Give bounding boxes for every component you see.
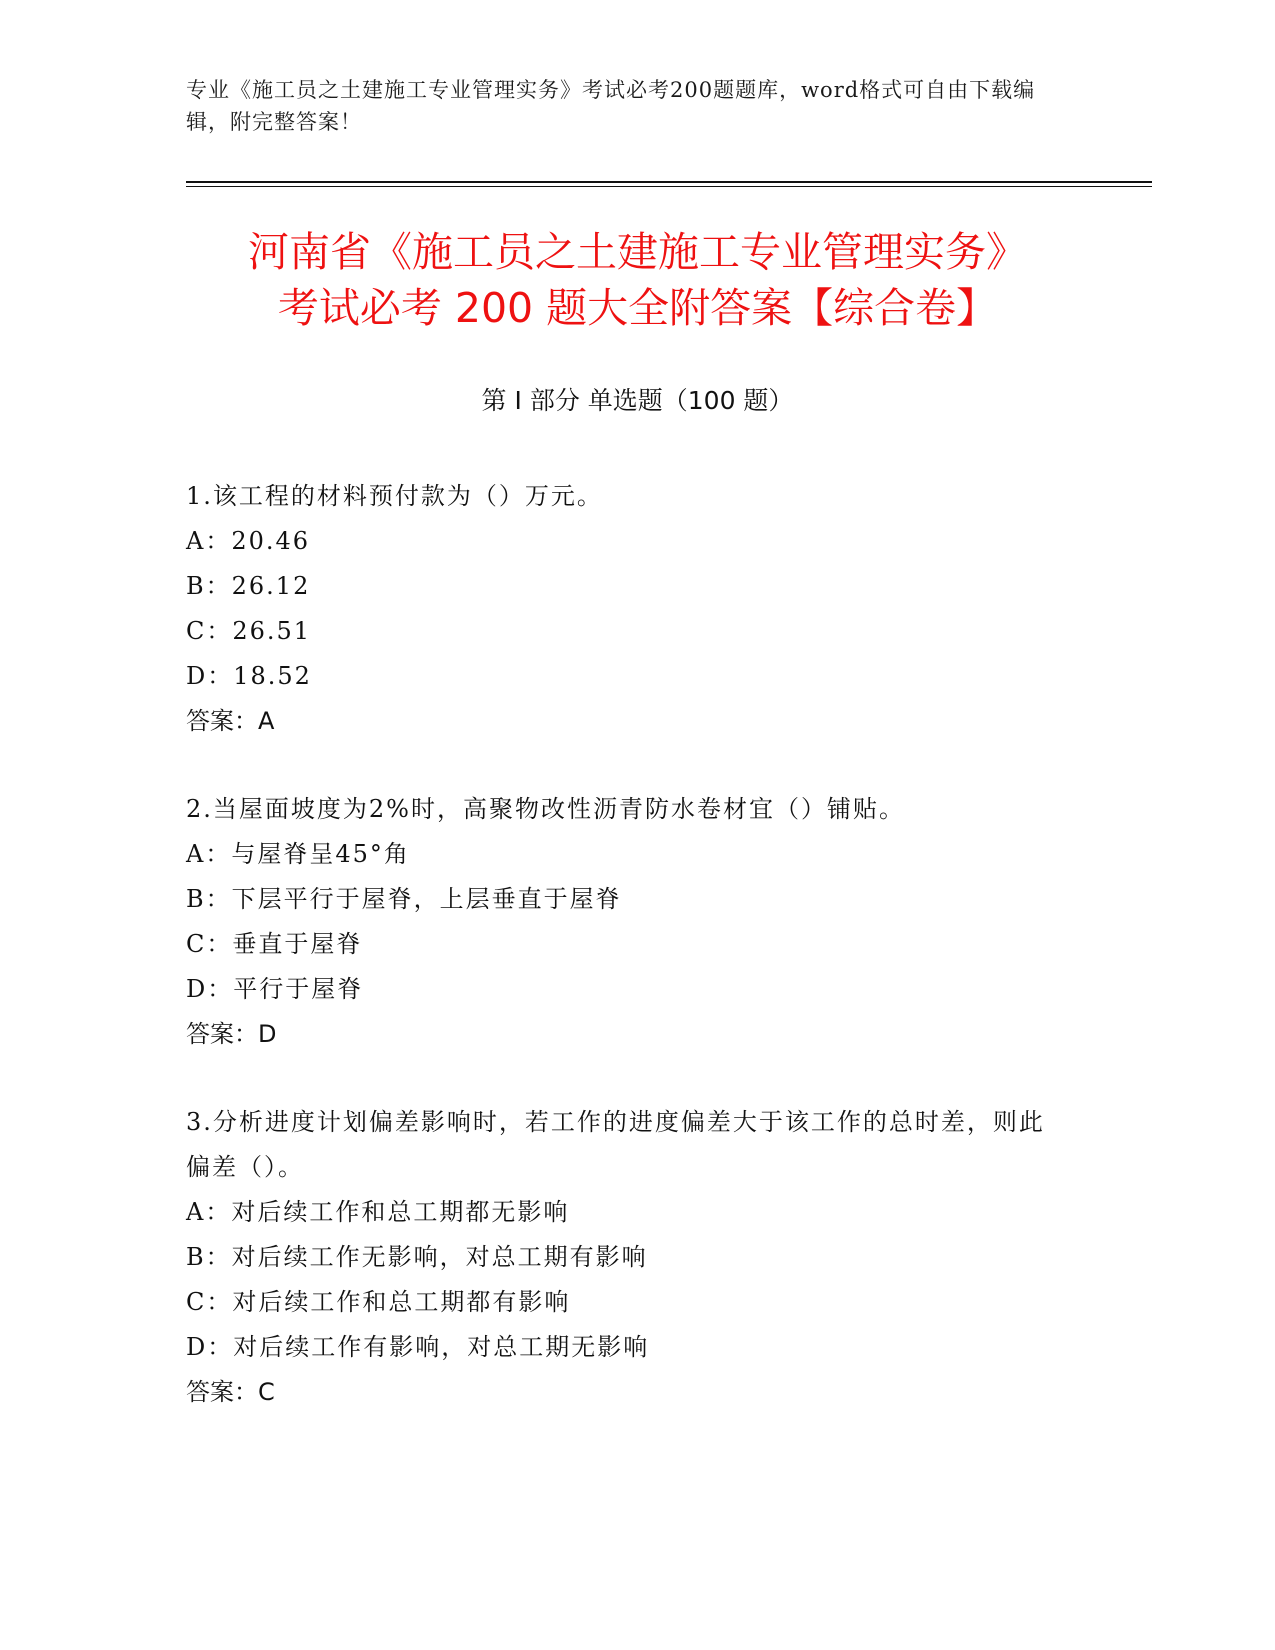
option-c: C：垂直于屋脊 <box>186 930 363 958</box>
option-d: D：对后续工作有影响，对总工期无影响 <box>186 1333 650 1361</box>
option-b: B：对后续工作无影响，对总工期有影响 <box>186 1243 648 1271</box>
header-note: 专业《施工员之土建施工专业管理实务》考试必考200题题库，word格式可自由下载编辑，附完整答案！ <box>186 78 1036 134</box>
answer: 答案：C <box>186 1378 275 1406</box>
option-a: A：20.46 <box>186 527 311 555</box>
question-2 <box>186 787 1086 1057</box>
option-a: A：对后续工作和总工期都无影响 <box>186 1198 570 1226</box>
option-c: C：对后续工作和总工期都有影响 <box>186 1288 571 1316</box>
document-title <box>150 224 1125 336</box>
title-line-1: 河南省《施工员之土建施工专业管理实务》 <box>248 228 1027 276</box>
question-stem: 3.分析进度计划偏差影响时，若工作的进度偏差大于该工作的总时差，则此偏差（）。 <box>186 1108 1045 1181</box>
option-b: B：26.12 <box>186 572 311 600</box>
answer: 答案：D <box>186 1020 277 1048</box>
option-b: B：下层平行于屋脊，上层垂直于屋脊 <box>186 885 622 913</box>
answer: 答案：A <box>186 707 275 735</box>
header-rule-thick <box>186 181 1152 183</box>
header-rule-thin <box>186 186 1152 187</box>
option-d: D：18.52 <box>186 662 312 690</box>
section-heading: 第 I 部分 单选题（100 题） <box>481 386 794 415</box>
question-1 <box>186 474 1086 744</box>
question-stem: 1.该工程的材料预付款为（）万元。 <box>186 482 603 510</box>
question-3 <box>186 1100 1086 1415</box>
option-c: C：26.51 <box>186 617 312 645</box>
option-d: D：平行于屋脊 <box>186 975 364 1003</box>
option-a: A：与屋脊呈45°角 <box>186 840 410 868</box>
question-list <box>186 474 1086 1458</box>
title-line-2: 考试必考 200 题大全附答案【综合卷】 <box>277 284 998 332</box>
question-stem: 2.当屋面坡度为2%时，高聚物改性沥青防水卷材宜（）铺贴。 <box>186 795 905 823</box>
